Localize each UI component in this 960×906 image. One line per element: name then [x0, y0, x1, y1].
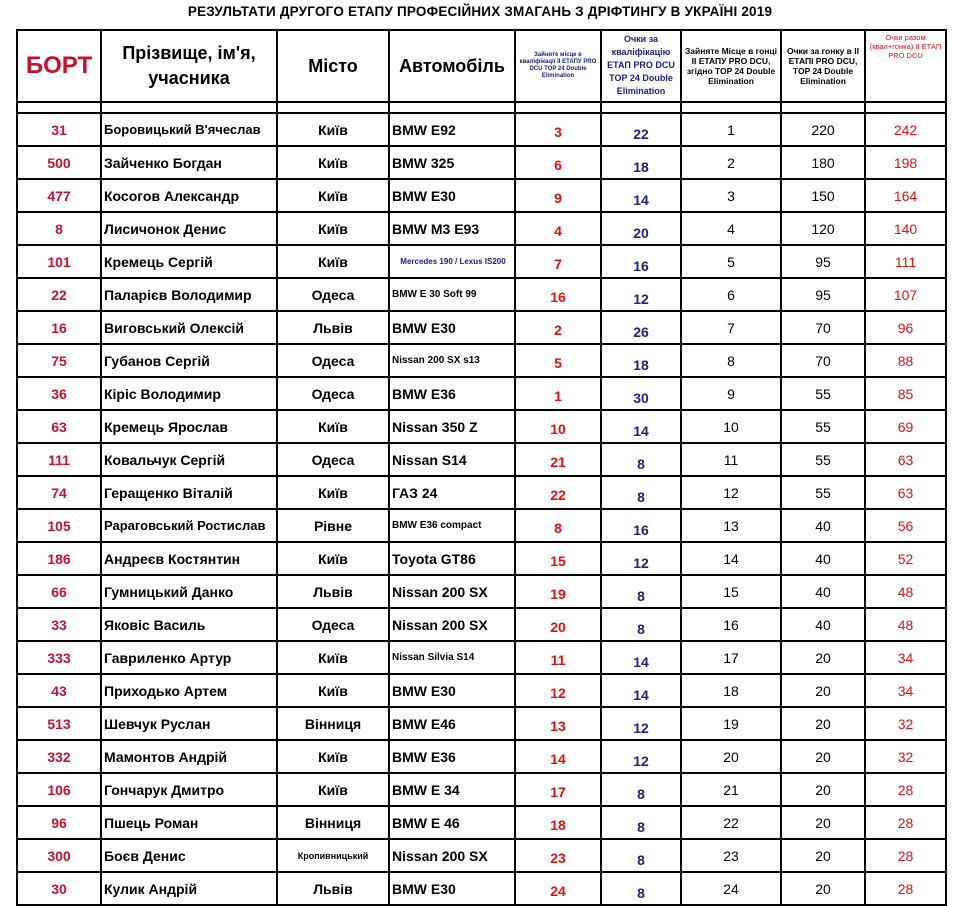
city-cell: Львів — [277, 575, 389, 608]
qual-place-cell: 1 — [515, 377, 601, 410]
bort-cell: 513 — [17, 707, 101, 740]
city-cell: Київ — [277, 674, 389, 707]
bort-cell: 36 — [17, 377, 101, 410]
bort-cell: 111 — [17, 443, 101, 476]
city-cell: Кропивницький — [277, 839, 389, 872]
race-place-cell: 13 — [681, 509, 781, 542]
car-cell: ГАЗ 24 — [389, 476, 515, 509]
race-points-cell: 40 — [781, 542, 865, 575]
race-points-cell: 40 — [781, 509, 865, 542]
city-cell: Київ — [277, 740, 389, 773]
city-cell: Київ — [277, 773, 389, 806]
participant-name-cell: Гумницький Данко — [101, 575, 277, 608]
qual-place-cell: 19 — [515, 575, 601, 608]
car-cell: BMW E30 — [389, 674, 515, 707]
participant-name-cell: Яковіс Василь — [101, 608, 277, 641]
city-cell: Одеса — [277, 278, 389, 311]
car-cell: Nissan 200 SX — [389, 575, 515, 608]
bort-cell: 31 — [17, 113, 101, 146]
qual-points-cell: 26 — [601, 311, 681, 344]
participant-name-cell: Андреєв Костянтин — [101, 542, 277, 575]
bort-cell: 66 — [17, 575, 101, 608]
city-cell: Одеса — [277, 344, 389, 377]
qual-points-cell: 12 — [601, 740, 681, 773]
bort-cell: 96 — [17, 806, 101, 839]
race-points-cell: 20 — [781, 641, 865, 674]
city-cell: Рівне — [277, 509, 389, 542]
spacer-row — [17, 102, 946, 113]
qual-place-cell: 5 — [515, 344, 601, 377]
bort-cell: 75 — [17, 344, 101, 377]
car-cell: Nissan Silvia S14 — [389, 641, 515, 674]
race-points-cell: 20 — [781, 740, 865, 773]
total-points-cell: 242 — [865, 113, 946, 146]
participant-name-cell: Шевчук Руслан — [101, 707, 277, 740]
participant-name-cell: Лисичонок Денис — [101, 212, 277, 245]
table-row — [17, 278, 946, 311]
qual-place-cell: 17 — [515, 773, 601, 806]
race-place-cell: 3 — [681, 179, 781, 212]
total-points-cell: 164 — [865, 179, 946, 212]
car-cell: BMW E30 — [389, 311, 515, 344]
table-row — [17, 674, 946, 707]
participant-name-cell: Кремець Ярослав — [101, 410, 277, 443]
bort-cell: 101 — [17, 245, 101, 278]
table-row — [17, 641, 946, 674]
participant-name-cell: Косогов Александр — [101, 179, 277, 212]
page-title: РЕЗУЛЬТАТИ ДРУГОГО ЕТАПУ ПРОФЕСІЙНИХ ЗМАГАНЬ З ДРІФТИНГУ В УКРАЇНІ 2019 — [187, 4, 773, 19]
car-cell: BMW E36 — [389, 740, 515, 773]
header-car: Автомобіль — [389, 30, 515, 102]
qual-points-cell: 8 — [601, 872, 681, 905]
qual-points-cell: 8 — [601, 608, 681, 641]
total-points-cell: 48 — [865, 575, 946, 608]
qual-place-cell: 22 — [515, 476, 601, 509]
race-points-cell: 220 — [781, 113, 865, 146]
bort-cell: 16 — [17, 311, 101, 344]
qual-place-cell: 6 — [515, 146, 601, 179]
qual-place-cell: 11 — [515, 641, 601, 674]
bort-cell: 33 — [17, 608, 101, 641]
car-cell — [389, 245, 515, 278]
race-points-cell: 40 — [781, 608, 865, 641]
table-row — [17, 410, 946, 443]
participant-name-cell: Гавриленко Артур — [101, 641, 277, 674]
city-cell: Одеса — [277, 608, 389, 641]
city-cell: Київ — [277, 212, 389, 245]
table-row — [17, 179, 946, 212]
table-row — [17, 377, 946, 410]
city-cell: Вінниця — [277, 707, 389, 740]
car-cell: BMW E 46 — [389, 806, 515, 839]
car-cell: BMW E92 — [389, 113, 515, 146]
total-points-cell: 28 — [865, 872, 946, 905]
race-place-cell: 21 — [681, 773, 781, 806]
table-row — [17, 344, 946, 377]
bort-cell: 186 — [17, 542, 101, 575]
qual-points-cell: 12 — [601, 707, 681, 740]
participant-name-cell: Зайченко Богдан — [101, 146, 277, 179]
race-place-cell: 22 — [681, 806, 781, 839]
car-cell: Nissan S14 — [389, 443, 515, 476]
table-row — [17, 146, 946, 179]
total-points-cell: 63 — [865, 476, 946, 509]
qual-place-cell: 14 — [515, 740, 601, 773]
car-cell: Nissan 200 SX — [389, 839, 515, 872]
participant-name-cell: Кіріс Володимир — [101, 377, 277, 410]
car-text: Mercedes 190 / Lexus IS200 — [400, 257, 506, 266]
city-cell: Київ — [277, 641, 389, 674]
qual-place-cell: 8 — [515, 509, 601, 542]
city-cell: Одеса — [277, 443, 389, 476]
header-race-place: Зайняте Місце в гонці II ЕТАПУ PRO DCU, згідно TOP 24 Double Elimination — [681, 30, 781, 102]
table-row — [17, 773, 946, 806]
total-points-cell: 32 — [865, 707, 946, 740]
qual-points-cell: 18 — [601, 344, 681, 377]
spacer-cell — [865, 102, 946, 113]
race-place-cell: 2 — [681, 146, 781, 179]
car-cell: Nissan 200 SX — [389, 608, 515, 641]
table-row — [17, 245, 946, 278]
bort-cell: 8 — [17, 212, 101, 245]
race-place-cell: 17 — [681, 641, 781, 674]
city-cell: Львів — [277, 311, 389, 344]
race-place-cell: 8 — [681, 344, 781, 377]
participant-name-cell: Гончарук Дмитро — [101, 773, 277, 806]
spacer-cell — [601, 102, 681, 113]
bort-cell: 105 — [17, 509, 101, 542]
results-table — [16, 29, 947, 906]
race-place-cell: 4 — [681, 212, 781, 245]
race-points-cell: 55 — [781, 377, 865, 410]
race-place-cell: 7 — [681, 311, 781, 344]
total-points-cell: 63 — [865, 443, 946, 476]
race-place-cell: 6 — [681, 278, 781, 311]
total-points-cell: 48 — [865, 608, 946, 641]
total-points-cell: 85 — [865, 377, 946, 410]
race-points-cell: 70 — [781, 344, 865, 377]
bort-cell: 477 — [17, 179, 101, 212]
race-points-cell: 95 — [781, 278, 865, 311]
bort-cell: 500 — [17, 146, 101, 179]
total-points-cell: 56 — [865, 509, 946, 542]
total-points-cell: 140 — [865, 212, 946, 245]
spacer-cell — [515, 102, 601, 113]
header-bort: БОРТ — [17, 30, 101, 102]
participant-name-cell: Приходько Артем — [101, 674, 277, 707]
table-row — [17, 806, 946, 839]
city-cell: Київ — [277, 179, 389, 212]
qual-points-cell: 30 — [601, 377, 681, 410]
bort-cell: 106 — [17, 773, 101, 806]
total-points-cell: 28 — [865, 773, 946, 806]
total-points-cell: 88 — [865, 344, 946, 377]
bort-cell: 22 — [17, 278, 101, 311]
header-row — [17, 30, 946, 102]
participant-name-cell: Мамонтов Андрій — [101, 740, 277, 773]
qual-place-cell: 18 — [515, 806, 601, 839]
race-place-cell: 23 — [681, 839, 781, 872]
race-points-cell: 20 — [781, 806, 865, 839]
qual-points-cell: 16 — [601, 509, 681, 542]
race-place-cell: 1 — [681, 113, 781, 146]
qual-place-cell: 15 — [515, 542, 601, 575]
bort-cell: 43 — [17, 674, 101, 707]
spacer-cell — [17, 102, 101, 113]
header-city: Місто — [277, 30, 389, 102]
table-row — [17, 707, 946, 740]
total-points-cell: 111 — [865, 245, 946, 278]
qual-place-cell: 13 — [515, 707, 601, 740]
table-row — [17, 872, 946, 905]
race-points-cell: 180 — [781, 146, 865, 179]
car-cell: BMW E46 — [389, 707, 515, 740]
qual-points-cell: 8 — [601, 476, 681, 509]
race-place-cell: 20 — [681, 740, 781, 773]
participant-name-cell: Кремець Сергій — [101, 245, 277, 278]
qual-points-cell: 8 — [601, 839, 681, 872]
qual-points-cell: 8 — [601, 443, 681, 476]
table-row — [17, 509, 946, 542]
qual-points-cell: 8 — [601, 575, 681, 608]
total-points-cell: 28 — [865, 839, 946, 872]
city-cell: Київ — [277, 113, 389, 146]
car-cell: BMW 325 — [389, 146, 515, 179]
race-points-cell: 55 — [781, 476, 865, 509]
race-place-cell: 12 — [681, 476, 781, 509]
car-cell: BMW E 34 — [389, 773, 515, 806]
header-total: Очки разом (квал+гонка) II ЕТАП PRO DCU — [865, 30, 946, 102]
header-qual-place: Зайняте місце в кваліфікації II ЕТАПУ PRO DCU TOP 24 Double Elimination — [515, 30, 601, 102]
race-points-cell: 20 — [781, 872, 865, 905]
race-place-cell: 24 — [681, 872, 781, 905]
participant-name-cell: Виговський Олексій — [101, 311, 277, 344]
city-cell: Вінниця — [277, 806, 389, 839]
qual-place-cell: 4 — [515, 212, 601, 245]
car-cell: Toyota GT86 — [389, 542, 515, 575]
participant-name-cell: Пшець Роман — [101, 806, 277, 839]
qual-points-cell: 22 — [601, 113, 681, 146]
spacer-cell — [277, 102, 389, 113]
qual-place-cell: 9 — [515, 179, 601, 212]
participant-name-cell: Кулик Андрій — [101, 872, 277, 905]
qual-place-cell: 20 — [515, 608, 601, 641]
qual-place-cell: 7 — [515, 245, 601, 278]
header-qual-points: Очки за кваліфікацію ЕТАП PRO DCU TOP 24 Double Elimination — [601, 30, 681, 102]
race-points-cell: 95 — [781, 245, 865, 278]
table-row — [17, 542, 946, 575]
qual-place-cell: 12 — [515, 674, 601, 707]
table-row — [17, 839, 946, 872]
car-cell: BMW E30 — [389, 872, 515, 905]
header-race-points: Очки за гонку в II ЕТАПІ PRO DCU, TOP 24 Double Elimination — [781, 30, 865, 102]
race-points-cell: 20 — [781, 674, 865, 707]
city-cell: Київ — [277, 410, 389, 443]
race-place-cell: 19 — [681, 707, 781, 740]
race-place-cell: 11 — [681, 443, 781, 476]
qual-points-cell: 14 — [601, 410, 681, 443]
total-points-cell: 34 — [865, 674, 946, 707]
city-cell: Київ — [277, 146, 389, 179]
spacer-cell — [389, 102, 515, 113]
car-cell: Nissan 350 Z — [389, 410, 515, 443]
qual-points-cell: 20 — [601, 212, 681, 245]
city-cell: Київ — [277, 542, 389, 575]
participant-name-cell: Губанов Сергій — [101, 344, 277, 377]
table-row — [17, 311, 946, 344]
qual-place-cell: 16 — [515, 278, 601, 311]
total-points-cell: 28 — [865, 806, 946, 839]
spacer-cell — [781, 102, 865, 113]
table-row — [17, 113, 946, 146]
qual-points-cell: 12 — [601, 542, 681, 575]
total-points-cell: 107 — [865, 278, 946, 311]
participant-name-cell: Паларієв Володимир — [101, 278, 277, 311]
qual-place-cell: 3 — [515, 113, 601, 146]
qual-place-cell: 2 — [515, 311, 601, 344]
bort-cell: 30 — [17, 872, 101, 905]
car-cell: BMW E36 compact — [389, 509, 515, 542]
qual-points-cell: 16 — [601, 245, 681, 278]
table-row — [17, 443, 946, 476]
race-points-cell: 120 — [781, 212, 865, 245]
car-cell: Nissan 200 SX s13 — [389, 344, 515, 377]
bort-cell: 332 — [17, 740, 101, 773]
city-cell: Одеса — [277, 377, 389, 410]
qual-points-cell: 8 — [601, 806, 681, 839]
spacer-cell — [681, 102, 781, 113]
qual-points-cell: 14 — [601, 641, 681, 674]
race-place-cell: 18 — [681, 674, 781, 707]
race-points-cell: 55 — [781, 410, 865, 443]
race-points-cell: 70 — [781, 311, 865, 344]
city-cell: Львів — [277, 872, 389, 905]
total-points-cell: 34 — [865, 641, 946, 674]
qual-points-cell: 14 — [601, 674, 681, 707]
table-row — [17, 212, 946, 245]
race-points-cell: 20 — [781, 707, 865, 740]
race-points-cell: 55 — [781, 443, 865, 476]
participant-name-cell: Ковальчук Сергій — [101, 443, 277, 476]
qual-points-cell: 12 — [601, 278, 681, 311]
table-row — [17, 476, 946, 509]
total-points-cell: 69 — [865, 410, 946, 443]
car-cell: BMW M3 E93 — [389, 212, 515, 245]
race-place-cell: 5 — [681, 245, 781, 278]
participant-name-cell: Рараговський Ростислав — [101, 509, 277, 542]
city-cell: Київ — [277, 476, 389, 509]
qual-place-cell: 23 — [515, 839, 601, 872]
car-cell: BMW E30 — [389, 179, 515, 212]
city-cell: Київ — [277, 245, 389, 278]
spacer-cell — [101, 102, 277, 113]
qual-place-cell: 21 — [515, 443, 601, 476]
race-place-cell: 10 — [681, 410, 781, 443]
race-points-cell: 20 — [781, 839, 865, 872]
car-cell: BMW E36 — [389, 377, 515, 410]
bort-cell: 333 — [17, 641, 101, 674]
race-points-cell: 20 — [781, 773, 865, 806]
race-place-cell: 9 — [681, 377, 781, 410]
bort-cell: 63 — [17, 410, 101, 443]
total-points-cell: 96 — [865, 311, 946, 344]
total-points-cell: 32 — [865, 740, 946, 773]
qual-place-cell: 10 — [515, 410, 601, 443]
total-points-cell: 198 — [865, 146, 946, 179]
table-row — [17, 575, 946, 608]
bort-cell: 300 — [17, 839, 101, 872]
qual-points-cell: 14 — [601, 179, 681, 212]
race-place-cell: 16 — [681, 608, 781, 641]
race-place-cell: 15 — [681, 575, 781, 608]
race-points-cell: 150 — [781, 179, 865, 212]
table-row — [17, 608, 946, 641]
qual-points-cell: 8 — [601, 773, 681, 806]
total-points-cell: 52 — [865, 542, 946, 575]
participant-name-cell: Боровицький В'ячеслав — [101, 113, 277, 146]
participant-name-cell: Геращенко Віталій — [101, 476, 277, 509]
header-name: Прізвище, ім'я, учасника — [101, 30, 277, 102]
qual-points-cell: 18 — [601, 146, 681, 179]
race-place-cell: 14 — [681, 542, 781, 575]
car-cell: BMW E 30 Soft 99 — [389, 278, 515, 311]
race-points-cell: 40 — [781, 575, 865, 608]
qual-place-cell: 24 — [515, 872, 601, 905]
participant-name-cell: Боєв Денис — [101, 839, 277, 872]
bort-cell: 74 — [17, 476, 101, 509]
